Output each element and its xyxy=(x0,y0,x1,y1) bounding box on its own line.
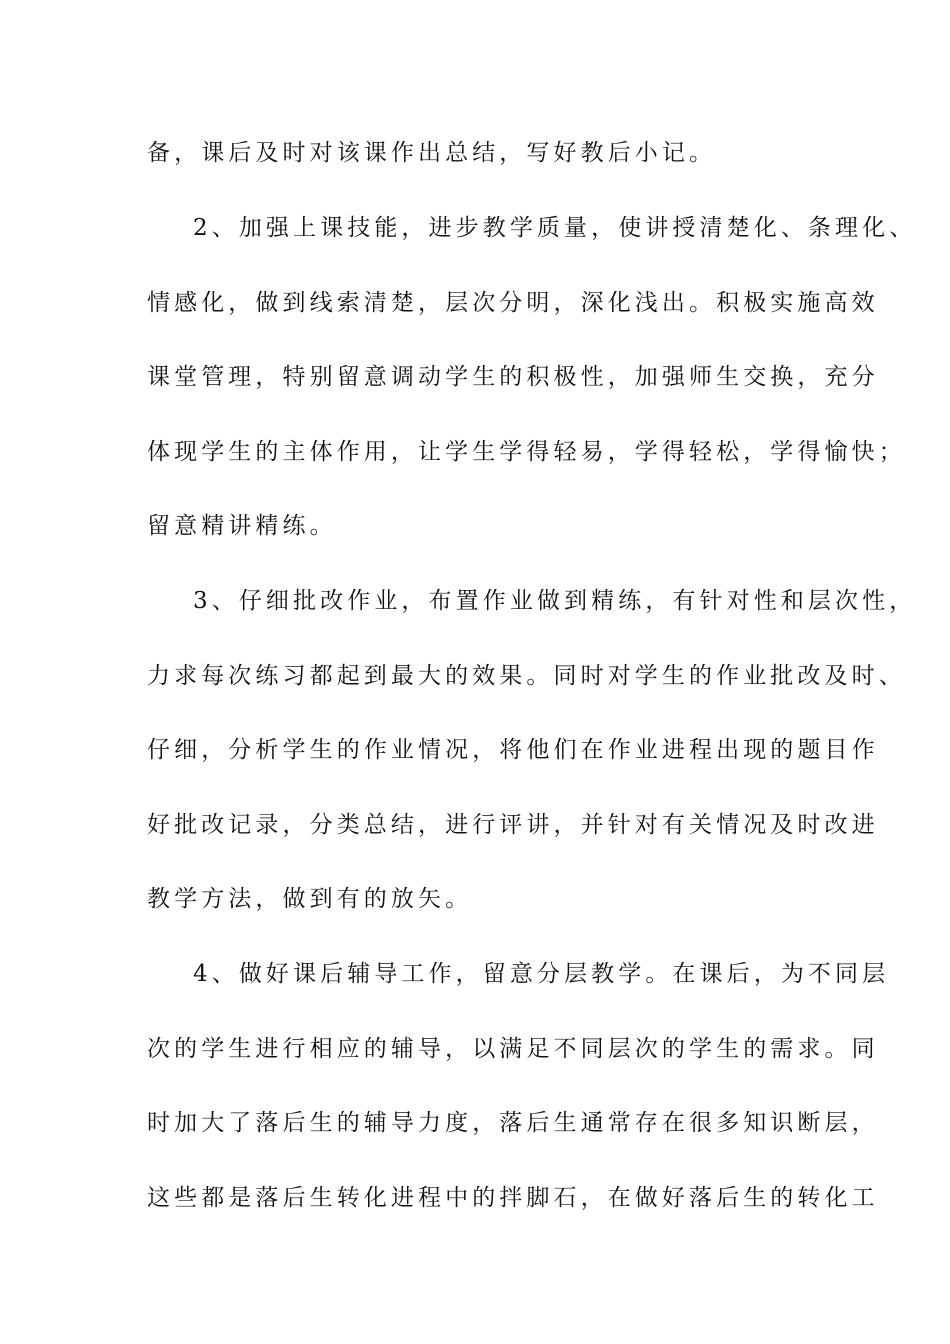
text-line: 次的学生进行相应的辅导，以满足不同层次的学生的需求。同 xyxy=(147,1036,879,1062)
text-line: 体现学生的主体作用，让学生学得轻易，学得轻松，学得愉快； xyxy=(147,439,906,465)
paragraph-3-start: 3、仔细批改作业，布置作业做到精练，有针对性和层次性， xyxy=(193,588,917,614)
text-line: 力求每次练习都起到最大的效果。同时对学生的作业批改及时、 xyxy=(147,663,906,689)
text-line: 课堂管理，特别留意调动学生的积极性，加强师生交换，充分 xyxy=(147,364,879,390)
text-line: 时加大了落后生的辅导力度，落后生通常存在很多知识断层， xyxy=(147,1110,879,1136)
text-line: 情感化，做到线索清楚，层次分明，深化浅出。积极实施高效 xyxy=(147,290,879,316)
text-line: 仔细，分析学生的作业情况，将他们在作业进程出现的题目作 xyxy=(147,737,879,763)
text-line: 留意精讲精练。 xyxy=(147,513,337,539)
text-line: 这些都是落后生转化进程中的拌脚石，在做好落后生的转化工 xyxy=(147,1185,879,1211)
paragraph-2-start: 2、加强上课技能，进步教学质量，使讲授清楚化、条理化、 xyxy=(193,215,917,241)
text-line: 好批改记录，分类总结，进行评讲，并针对有关情况及时改进 xyxy=(147,812,879,838)
text-line: 教学方法，做到有的放矢。 xyxy=(147,886,473,912)
text-line: 备，课后及时对该课作出总结，写好教后小记。 xyxy=(147,140,717,166)
paragraph-4-start: 4、做好课后辅导工作，留意分层教学。在课后，为不同层 xyxy=(193,961,890,987)
